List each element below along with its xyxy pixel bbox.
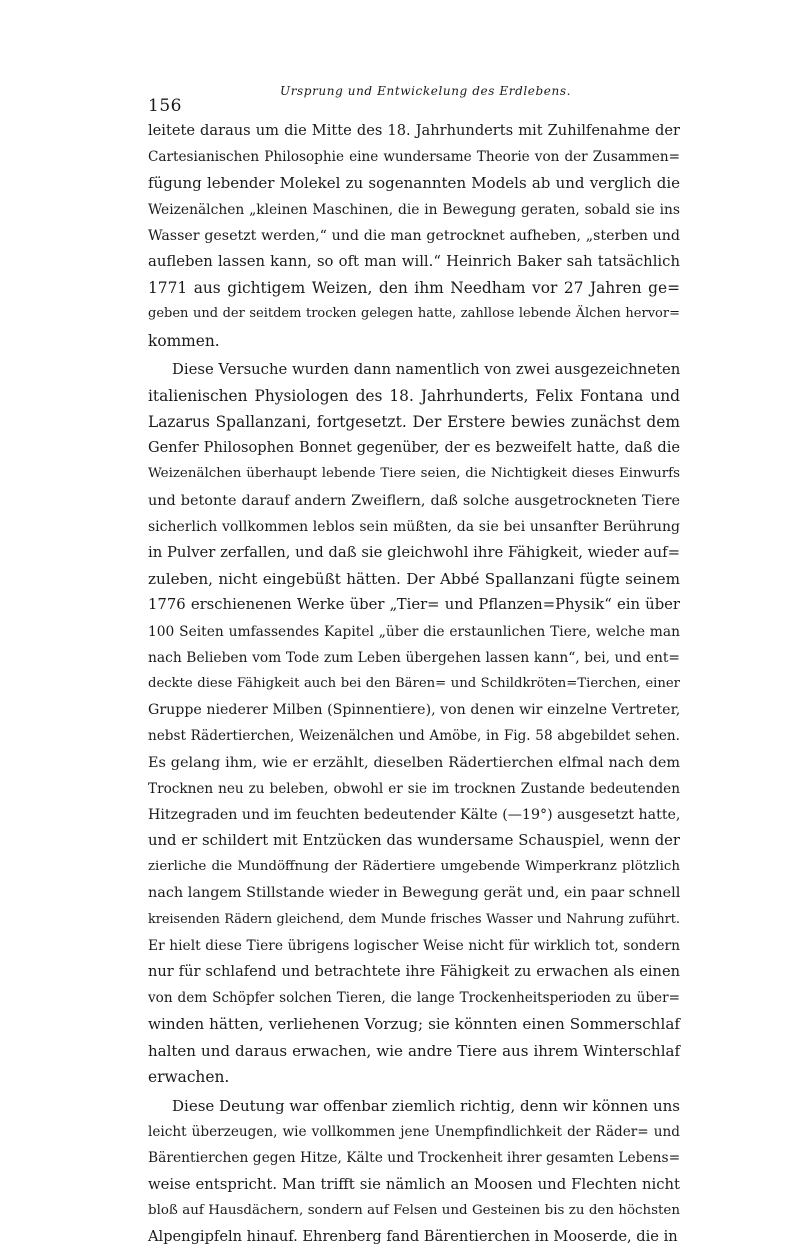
text-line: nebst Rädertierchen, Weizenälchen und Amöbe, in Fig. 58 abgebildet sehen. bbox=[148, 728, 680, 745]
text-line: Es gelang ihm, wie er erzählt, dieselben Rädertierchen elfmal nach dem bbox=[148, 754, 680, 771]
text-line: nach Belieben vom Tode zum Leben übergehen lassen kann“, bei, und ent= bbox=[148, 649, 680, 666]
paragraph bbox=[148, 118, 680, 354]
text-line: italienischen Physiologen des 18. Jahrhunderts, Felix Fontana und bbox=[148, 386, 680, 405]
text-line: in Pulver zerfallen, und daß sie gleichwohl ihre Fähigkeit, wieder auf= bbox=[148, 544, 680, 561]
text-line: erwachen. bbox=[148, 1067, 230, 1086]
text-line: leitete daraus um die Mitte des 18. Jahrhunderts mit Zuhilfenahme der bbox=[148, 122, 680, 139]
text-line: und er schildert mit Entzücken das wundersame Schauspiel, wenn der bbox=[148, 832, 680, 850]
page-header bbox=[140, 80, 680, 116]
text-line: geben und der seitdem trocken gelegen hatte, zahllose lebende Älchen hervor= bbox=[148, 306, 680, 322]
text-line: bloß auf Hausdächern, sondern auf Felsen und Gesteinen bis zu den höchsten bbox=[148, 1202, 680, 1218]
text-line: Alpengipfeln hinauf. Ehrenberg fand Bärentierchen in Mooserde, die in bbox=[148, 1227, 678, 1245]
text-line: zuleben, nicht eingebüßt hätten. Der Abbé Spallanzani fügte seinem bbox=[148, 570, 680, 589]
text-line: Diese Deutung war offenbar ziemlich richtig, denn wir können uns bbox=[172, 1096, 680, 1115]
text-line: Trocknen neu zu beleben, obwohl er sie im trocknen Zustande bedeutenden bbox=[148, 780, 680, 797]
text-line: halten und daraus erwachen, wie andre Tiere aus ihrem Winterschlaf bbox=[148, 1041, 680, 1060]
text-line: 100 Seiten umfassendes Kapitel „über die erstaunlichen Tiere, welche man bbox=[148, 623, 680, 640]
text-line: Lazarus Spallanzani, fortgesetzt. Der Erstere bewies zunächst dem bbox=[148, 413, 680, 432]
text-line: leicht überzeugen, wie vollkommen jene Unempfindlichkeit der Räder= und bbox=[148, 1124, 680, 1141]
text-line: Genfer Philosophen Bonnet gegenüber, der es bezweifelt hatte, daß die bbox=[148, 439, 680, 457]
text-line: sicherlich vollkommen leblos sein müßten, da sie bei unsanfter Berührung bbox=[148, 518, 680, 535]
running-head: Ursprung und Entwickelung des Erdlebens. bbox=[280, 84, 571, 98]
text-line: Bärentierchen gegen Hitze, Kälte und Trockenheit ihrer gesamten Lebens= bbox=[148, 1150, 681, 1167]
body-text bbox=[148, 118, 680, 1250]
text-line: 1776 erschienenen Werke über „Tier= und Pflanzen=Physik“ ein über bbox=[148, 596, 680, 614]
text-line: und betonte darauf andern Zweiflern, daß solche ausgetrockneten Tiere bbox=[148, 492, 680, 509]
text-line: Hitzegraden und im feuchten bedeutender Kälte (—19°) ausgesetzt hatte, bbox=[148, 806, 681, 823]
text-line: Weizenälchen „kleinen Maschinen, die in Bewegung geraten, sobald sie ins bbox=[148, 201, 680, 218]
text-line: Diese Versuche wurden dann namentlich von zwei ausgezeichneten bbox=[172, 360, 681, 378]
paragraph bbox=[148, 357, 680, 1090]
text-line: zierliche die Mundöffnung der Rädertiere umgebende Wimperkranz plötzlich bbox=[148, 859, 680, 875]
text-line: Er hielt diese Tiere übrigens logischer Weise nicht für wirklich tot, sondern bbox=[148, 937, 680, 954]
text-line: nur für schlafend und betrachtete ihre Fähigkeit zu erwachen als einen bbox=[148, 963, 680, 980]
text-line: Wasser gesetzt werden,“ und die man getrocknet aufheben, „sterben und bbox=[148, 227, 680, 244]
text-line: Gruppe niederer Milben (Spinnentiere), von denen wir einzelne Vertreter, bbox=[148, 702, 681, 719]
text-line: fügung lebender Molekel zu sogenannten Models ab und verglich die bbox=[148, 174, 680, 193]
text-line: nach langem Stillstande wieder in Bewegung gerät und, ein paar schnell bbox=[148, 885, 681, 902]
text-line: Cartesianischen Philosophie eine wundersame Theorie von der Zusammen= bbox=[148, 149, 680, 166]
text-line: Weizenälchen überhaupt lebende Tiere seien, die Nichtigkeit dieses Einwurfs bbox=[148, 466, 680, 482]
text-line: winden hätten, verliehenen Vorzug; sie könnten einen Sommerschlaf bbox=[148, 1015, 680, 1034]
text-line: weise entspricht. Man trifft sie nämlich an Moosen und Flechten nicht bbox=[148, 1175, 680, 1193]
text-line: 1771 aus gichtigem Weizen, den ihm Needham vor 27 Jahren ge= bbox=[148, 279, 680, 298]
text-line: aufleben lassen kann, so oft man will.“ Heinrich Baker sah tatsächlich bbox=[148, 252, 680, 270]
text-line: deckte diese Fähigkeit auch bei den Bären= und Schildkröten=Tierchen, einer bbox=[148, 675, 680, 691]
text-line: kreisenden Rädern gleichend, dem Munde frisches Wasser und Nahrung zuführt. bbox=[148, 911, 680, 927]
paragraph bbox=[148, 1093, 680, 1250]
text-line: kommen. bbox=[148, 331, 220, 350]
text-line: von dem Schöpfer solchen Tieren, die lange Trockenheitsperioden zu über= bbox=[148, 990, 680, 1007]
page-number: 156 bbox=[148, 96, 182, 116]
